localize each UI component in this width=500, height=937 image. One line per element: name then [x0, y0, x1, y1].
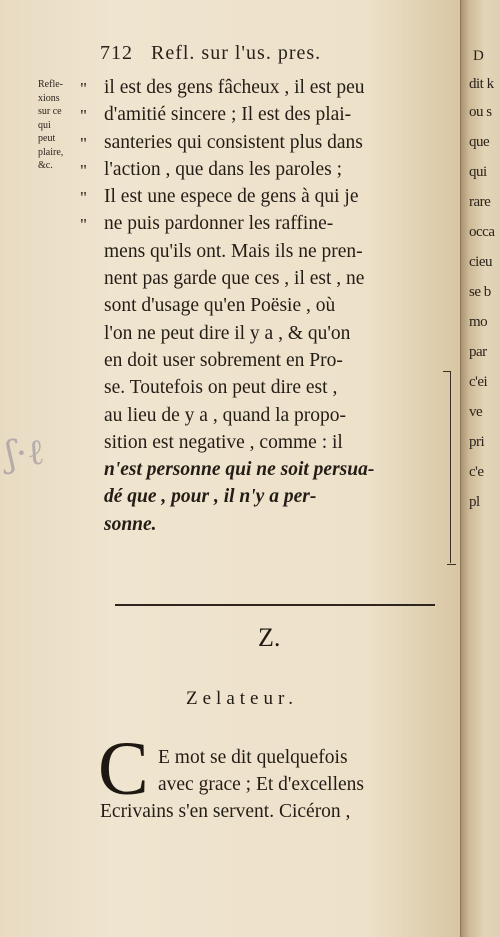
line-text: sont d'usage qu'en Poësie , où	[104, 295, 336, 317]
facing-word: par	[469, 344, 487, 360]
line-text: d'amitié sincere ; Il est des plai-	[104, 104, 352, 126]
entry-body	[100, 744, 445, 825]
text-line-italic	[80, 483, 460, 510]
facing-word: pl	[469, 494, 480, 510]
facing-page-edge	[460, 0, 500, 937]
text-line	[80, 347, 460, 374]
line-text: l'on ne peut dire il y a , & qu'on	[104, 322, 351, 344]
line-text: nent pas garde que ces , il est , ne	[104, 268, 365, 290]
margin-note-line: peut	[38, 133, 56, 144]
entry-line: Ecrivains s'en servent. Cicéron ,	[100, 801, 351, 822]
quote-mark: "	[80, 79, 87, 98]
quote-mark: "	[80, 106, 87, 126]
entry-line: avec grace ; Et d'excellens	[158, 774, 364, 795]
facing-word: ou s	[469, 104, 492, 120]
line-text: santeries qui consistent plus dans	[104, 131, 363, 153]
text-line	[80, 101, 460, 128]
line-text: sition est negative , comme : il	[104, 431, 343, 453]
section-rule	[115, 604, 435, 606]
text-line	[80, 292, 460, 319]
text-line	[80, 210, 460, 237]
text-line	[80, 429, 460, 456]
facing-word: mo	[469, 314, 488, 330]
running-head: Refl. sur l'us. pres.	[151, 42, 322, 64]
facing-word: ve	[469, 404, 483, 420]
text-line-italic	[80, 456, 460, 483]
facing-word: qui	[469, 164, 487, 180]
text-line-italic	[80, 511, 460, 538]
facing-word: D	[473, 48, 484, 64]
facing-word: cieu	[469, 254, 492, 270]
handwritten-bracket	[444, 371, 451, 563]
ink-smudge: ʃ·ℓ	[4, 431, 46, 476]
entry-title: Zelateur.	[186, 688, 298, 709]
line-text: se. Toutefois on peut dire est ,	[104, 377, 338, 399]
page-number: 712	[100, 42, 133, 64]
facing-word: rare	[469, 194, 491, 210]
line-text: mens qu'ils ont. Mais ils ne pren-	[104, 240, 363, 262]
line-text: en doit user sobrement en Pro-	[104, 349, 343, 371]
text-line	[80, 238, 460, 265]
facing-word: se b	[469, 284, 491, 300]
body-text	[80, 74, 460, 538]
quote-mark: "	[80, 133, 87, 153]
margin-note-line: plaire,	[38, 146, 64, 158]
line-text: dé que , pour , il n'y a per-	[104, 486, 317, 508]
facing-word: pri	[469, 434, 485, 450]
text-line	[80, 129, 460, 156]
facing-word: dit k	[469, 76, 494, 92]
facing-word: que	[469, 134, 490, 150]
text-line	[80, 265, 460, 292]
line-text: Il est une espece de gens à qui je	[104, 186, 359, 208]
facing-word: c'ei	[469, 374, 488, 390]
text-line	[80, 183, 460, 210]
entry-line: E mot se dit quelquefois	[158, 747, 348, 768]
quote-mark: "	[80, 215, 87, 235]
text-line	[80, 156, 460, 183]
line-text: l'action , que dans les paroles ;	[104, 158, 342, 180]
drop-cap: C	[98, 727, 149, 811]
line-text: n'est personne qui ne soit persua-	[104, 459, 375, 481]
margin-note-line: xions	[38, 92, 60, 104]
facing-word: c'e	[469, 464, 484, 480]
margin-note-line: Refle-	[38, 79, 63, 90]
text-line	[80, 402, 460, 429]
text-line	[80, 320, 460, 347]
line-text: au lieu de y a , quand la propo-	[104, 404, 347, 426]
line-text: il est des gens fâcheux , il est peu	[104, 77, 365, 98]
text-line	[80, 374, 460, 401]
margin-note-line: qui	[38, 119, 51, 131]
margin-note	[38, 78, 84, 173]
section-letter: Z.	[258, 623, 281, 652]
facing-word: occa	[469, 224, 495, 240]
margin-note-line: sur ce	[38, 106, 62, 117]
quote-mark: "	[80, 160, 87, 180]
quote-mark: "	[80, 188, 87, 208]
running-header	[100, 42, 455, 65]
text-line	[80, 74, 460, 101]
line-text: ne puis pardonner les raffine-	[104, 213, 334, 235]
line-text: sonne.	[104, 513, 157, 535]
margin-note-line: &c.	[38, 160, 53, 171]
